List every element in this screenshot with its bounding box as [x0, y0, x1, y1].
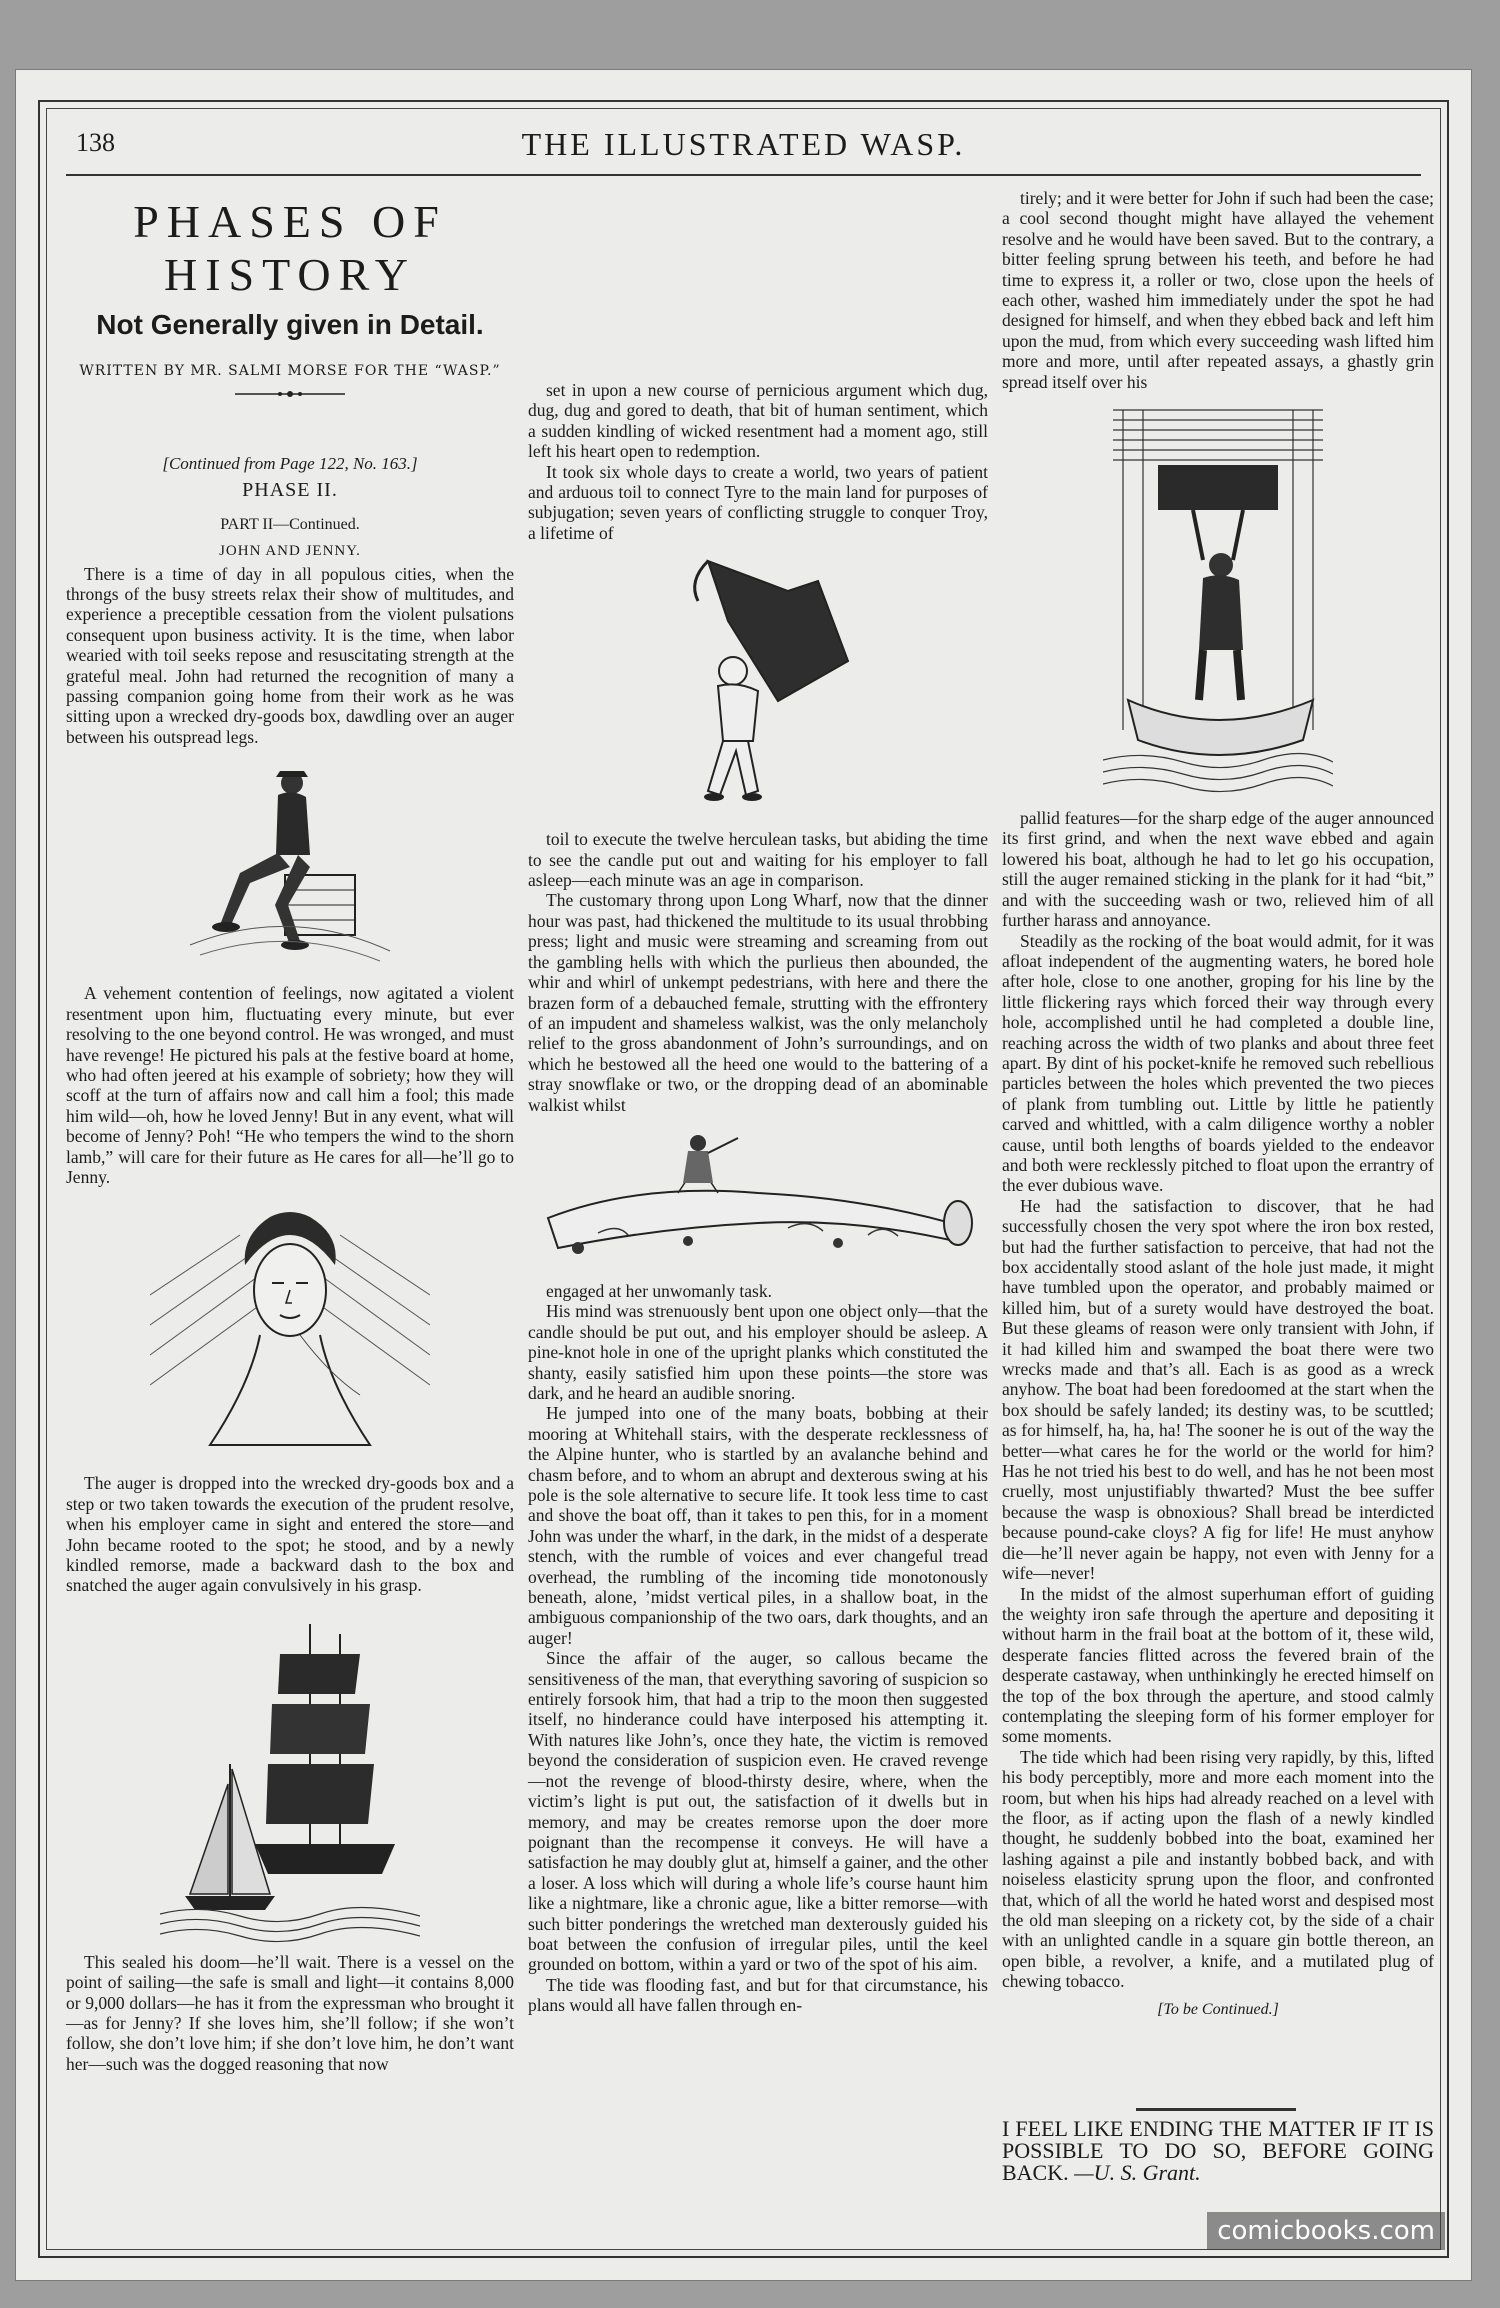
quote-text: I FEEL LIKE ENDING THE MATTER IF IT IS POSSIBLE TO DO SO, BEFORE GOING BACK.	[1002, 2116, 1434, 2185]
hercules-lifting-box-illustration	[648, 551, 868, 821]
page	[16, 70, 1471, 2280]
byline: WRITTEN BY MR. SALMI MORSE FOR THE “WASP.”	[79, 363, 501, 379]
quote-author: —U. S. Grant.	[1074, 2160, 1201, 2185]
phase-heading: PHASE II.	[242, 479, 338, 502]
paragraph: He jumped into one of the many boats, bobbing at their mooring at Whitehall stairs, with the desperate recklessness of the Alpine hunter, who is startled by an avalanche behind and chasm before, and to whom an abrupt and dexterous swing at his pole is the sole alternative to secure life. It took less time to cast and shove the boat off, than it takes to pen this, for in a moment John was under the wharf, in the dark, in the midst of a desperate stench, with the rumble of voices and ever changeful tread overhead, the rumbling of the incoming tide monotonously beneath, alone, ’midst vertical piles, in a shallow boat, in the ambiguous companionship of the two oars, dark thoughts, and an auger!	[528, 1403, 988, 1648]
paragraph: The customary throng upon Long Wharf, now that the dinner hour was past, had thickened the multitude to its usual throbbing press; light and music were streaming and screaming from out the gambling hells with which the purlieus then abounded, the whir and whirl of unkempt pedestrians, with here and there the brazen form of a debauched female, strutting with the effrontery of an impudent and shameless walkist, was the only melancholy relief to the gross abandonment of John’s surroundings, and on which he bestowed all the heed one would to the battering of a stray snowflake or two, or the dropping dead of an abominable walkist whilst	[528, 890, 988, 1115]
paragraph: pallid features—for the sharp edge of the auger announced its first grind, and when the next wave ebbed and again lowered his boat, although he had to let go his occupation, still the auger remained sticking in the plank for it had “bit,” and with the succeeding wash or two, relieved him of all further harass and annoyance.	[1002, 808, 1434, 931]
page-number: 138	[76, 128, 115, 157]
paragraph: Steadily as the rocking of the boat would admit, for it was afloat independent of the augmenting waters, he bored hole after hole, close to one another, groping for his line by the little flickering rays which forced their way through every hole, accomplished until he had completed a double line, reaching across the width of two planks and about three feet apart. By dint of his pocket-knife he removed such rebellious particles between the holes which prevented the two pieces of plank from tumbling out. Little by little he patiently carved and whittled, with a calm diligence worthy a nobler cause, until both lengths of boards yielded to the endeavor and both were recklessly pitched to float upon the errantry of the ever dubious wave.	[1002, 930, 1434, 1196]
paragraph: It took six whole days to create a world, two years of patient and arduous toil to connect Tyre to the main land for purposes of subjugation; seven years of conflicting struggle to conquer Troy, a lifetime of	[528, 461, 988, 543]
woman-portrait-illustration	[150, 1195, 430, 1465]
paragraph: The tide which had been rising very rapidly, by this, lifted his body perceptibly, more and more each moment into the room, but when his hips had already reached on a level with the floor, as if acting upon the flash of a newly kindled thought, he suddenly bobbed into the boat, examined her lashing against a pile and instantly bobbed back, and with noiseless elasticity sprung upon the floor, and confronted that, which of all the world he hated worst and despised most the old man sleeping on a rickety cot, by the side of a chair with an unlighted candle in a square gin bottle thereon, an open bible, a revolver, a knife, and a mutilated plug of chewing tobacco.	[1002, 1746, 1434, 1992]
paragraph: This sealed his doom—he’ll wait. There is a vessel on the point of sailing—the safe is small and light—it contains 8,000 or 9,000 dollars—he has it from the expressman who brought it—as for Jenny? If she loves him, she’ll follow; if she won’t follow, she don’t love him; if she don’t love him, he don’t want her—such was the dogged reasoning that now	[66, 1951, 514, 2074]
man-on-box-illustration	[180, 755, 400, 975]
masthead: THE ILLUSTRATED WASP.	[521, 125, 966, 162]
ornament-rule	[235, 387, 345, 401]
page-header	[66, 114, 1421, 176]
part-heading: PART II—Continued.	[220, 515, 360, 533]
paragraph: The tide was flooding fast, and but for that circumstance, his plans would all have fallen through en-	[528, 1974, 988, 2016]
column-3	[1002, 188, 1434, 2020]
paragraph: In the midst of the almost superhuman effort of guiding the weighty iron safe through the aperture and depositing it without harm in the frail boat at the bottom of it, these wild, desperate fancies flitted across the fevered brain of the desperate castaway, when unthinkingly he erected himself on the top of the box through the aperture, and stood calmly contemplating the sleeping form of his former employer for some moments.	[1002, 1583, 1434, 1747]
paragraph: toil to execute the twelve herculean tasks, but abiding the time to see the candle put out and waiting for his employer to fall asleep—each minute was an age in comparison.	[528, 829, 988, 891]
man-in-boat-under-wharf-illustration	[1103, 400, 1333, 800]
column-2	[528, 380, 988, 2016]
grant-quote	[1002, 2118, 1434, 2184]
paragraph: set in upon a new course of pernicious argument which dug, dug, dug and gored to death, that bit of human sentiment, which a sudden kindling of wicked resentment had a moment ago, still left his heart open to redemption.	[528, 380, 988, 462]
giant-walker-illustration	[538, 1123, 978, 1273]
continued-note: [Continued from Page 122, No. 163.]	[162, 454, 418, 473]
paragraph: tirely; and it were better for John if such had been the case; a cool second thought might have allayed the vehement resolve and he would have been saved. But to the contrary, a bitter feeling sprung between his teeth, and before he had time to express it, a roller or two, close upon the heels of each other, washed him immediately under the spot he had designed for himself, and when they ebbed back and left him upon the mud, from which every succeeding wash lifted him more and more, until after repeated assays, a ghastly grin spread itself over his	[1002, 188, 1435, 392]
paragraph: The auger is dropped into the wrecked dry-goods box and a step or two taken towards the execution of the prudent resolve, when his employer came in sight and entered the store—and John became rooted to the spot; he stood, and by a newly kindled remorse, made a backward dash to the box and snatched the auger again convulsively in his grasp.	[66, 1473, 514, 1596]
paragraph: A vehement contention of feelings, now agitated a violent resentment upon him, fluctuating every minute, but ever resolving to the one beyond control. He was wronged, and must have revenge! He pictured his pals at the festive board at home, who had often jeered at his example of sobriety; how they will scoff at the turn of affairs now and call him a fool; this made him wild—oh, how he loved Jenny! But in any event, what will become of Jenny? Poh! “He who tempers the wind to the shorn lamb,” will care for their future as He cares for all—he’ll go to Jenny.	[66, 983, 514, 1187]
watermark: comicbooks.com	[1207, 2212, 1445, 2250]
article-title: PHASES OF HISTORY	[133, 196, 447, 300]
column-1	[66, 440, 514, 2074]
quote-divider	[1136, 2108, 1296, 2111]
paragraph: He had the satisfaction to discover, that he had successfully chosen the very spot where the iron box rested, but had the further satisfaction to perceive, that had not the box accidentally stood aslant of the hole just made, it might have tumbled upon the operator, and probably maimed or killed him, but of a surety would have destroyed the boat. But these gleams of reason were only transient with John, if it had killed him and swamped the boat there were two wrecks made and that’s all. Each is as good as a wreck anyhow. The boat had been foredoomed at the start when the box should be safely landed; its destiny was, to be scuttled; as for himself, ha, ha, ha! The sooner he is out of the way the better—what cares he for the world or the world for him? Has he not tried his best to do well, and has he not been most cruelly, most unjustifiably thwarted? Must the bee suffer because the wasp is obnoxious? Shall bread be interdicted because pound-cake cloys? A fig for life! He must anyhow die—he’ll never again be happy, not even with Jenny for a wife—never!	[1002, 1195, 1434, 1584]
article-heading	[66, 185, 514, 405]
paragraph: There is a time of day in all populous cities, when the throngs of the busy streets relax their show of multitudes, and experience a preceptible cessation from the violent pulsations consequent upon business activity. It is the time, when labor wearied with toil seeks repose and resuscitating strength at the grateful meal. John had returned the recognition of many a passing companion going home from their work as he was sitting upon a wrecked dry-goods box, dawdling over an auger between his outspread legs.	[66, 563, 514, 747]
section-heading: JOHN AND JENNY.	[219, 543, 361, 560]
to-be-continued: [To be Continued.]	[1157, 2000, 1279, 2018]
sailing-ships-illustration	[160, 1604, 420, 1944]
article-subtitle: Not Generally given in Detail.	[96, 309, 484, 340]
paragraph: Since the affair of the auger, so callous became the sensitiveness of the man, that everything savoring of suspicion so entirely forsook him, that had a trip to the moon then suggested itself, no hinderance could have interposed his attempting it. With natures like John’s, once they hate, the victim is removed beyond the consideration of suspicion even. He craved revenge—not the revenge of blood-thirsty desire, where, when the victim’s light is put out, the satisfaction of it dwells but in memory, and may be creates remorse upon the doer more poignant than the recompense it conveys. He will have a satisfaction he may doubly glut at, himself a gainer, and the other a loser. A loss which will during a whole life’s course haunt him like a nightmare, like a chronic ague, like a bitter remorse—with such bitter ponderings the wretched man dexterously guided his boat between the confusion of irregular piles, until the keel grounded on bottom, within a yard or two of the spot of his aim.	[528, 1648, 988, 1975]
paragraph: engaged at her unwomanly task.	[546, 1280, 772, 1301]
paragraph: His mind was strenuously bent upon one object only—that the candle should be put out, and his employer should be asleep. A pine-knot hole in one of the upright planks which constituted the shanty, easily satisfied him upon these points—the store was dark, and he heard an audible snoring.	[528, 1301, 988, 1403]
